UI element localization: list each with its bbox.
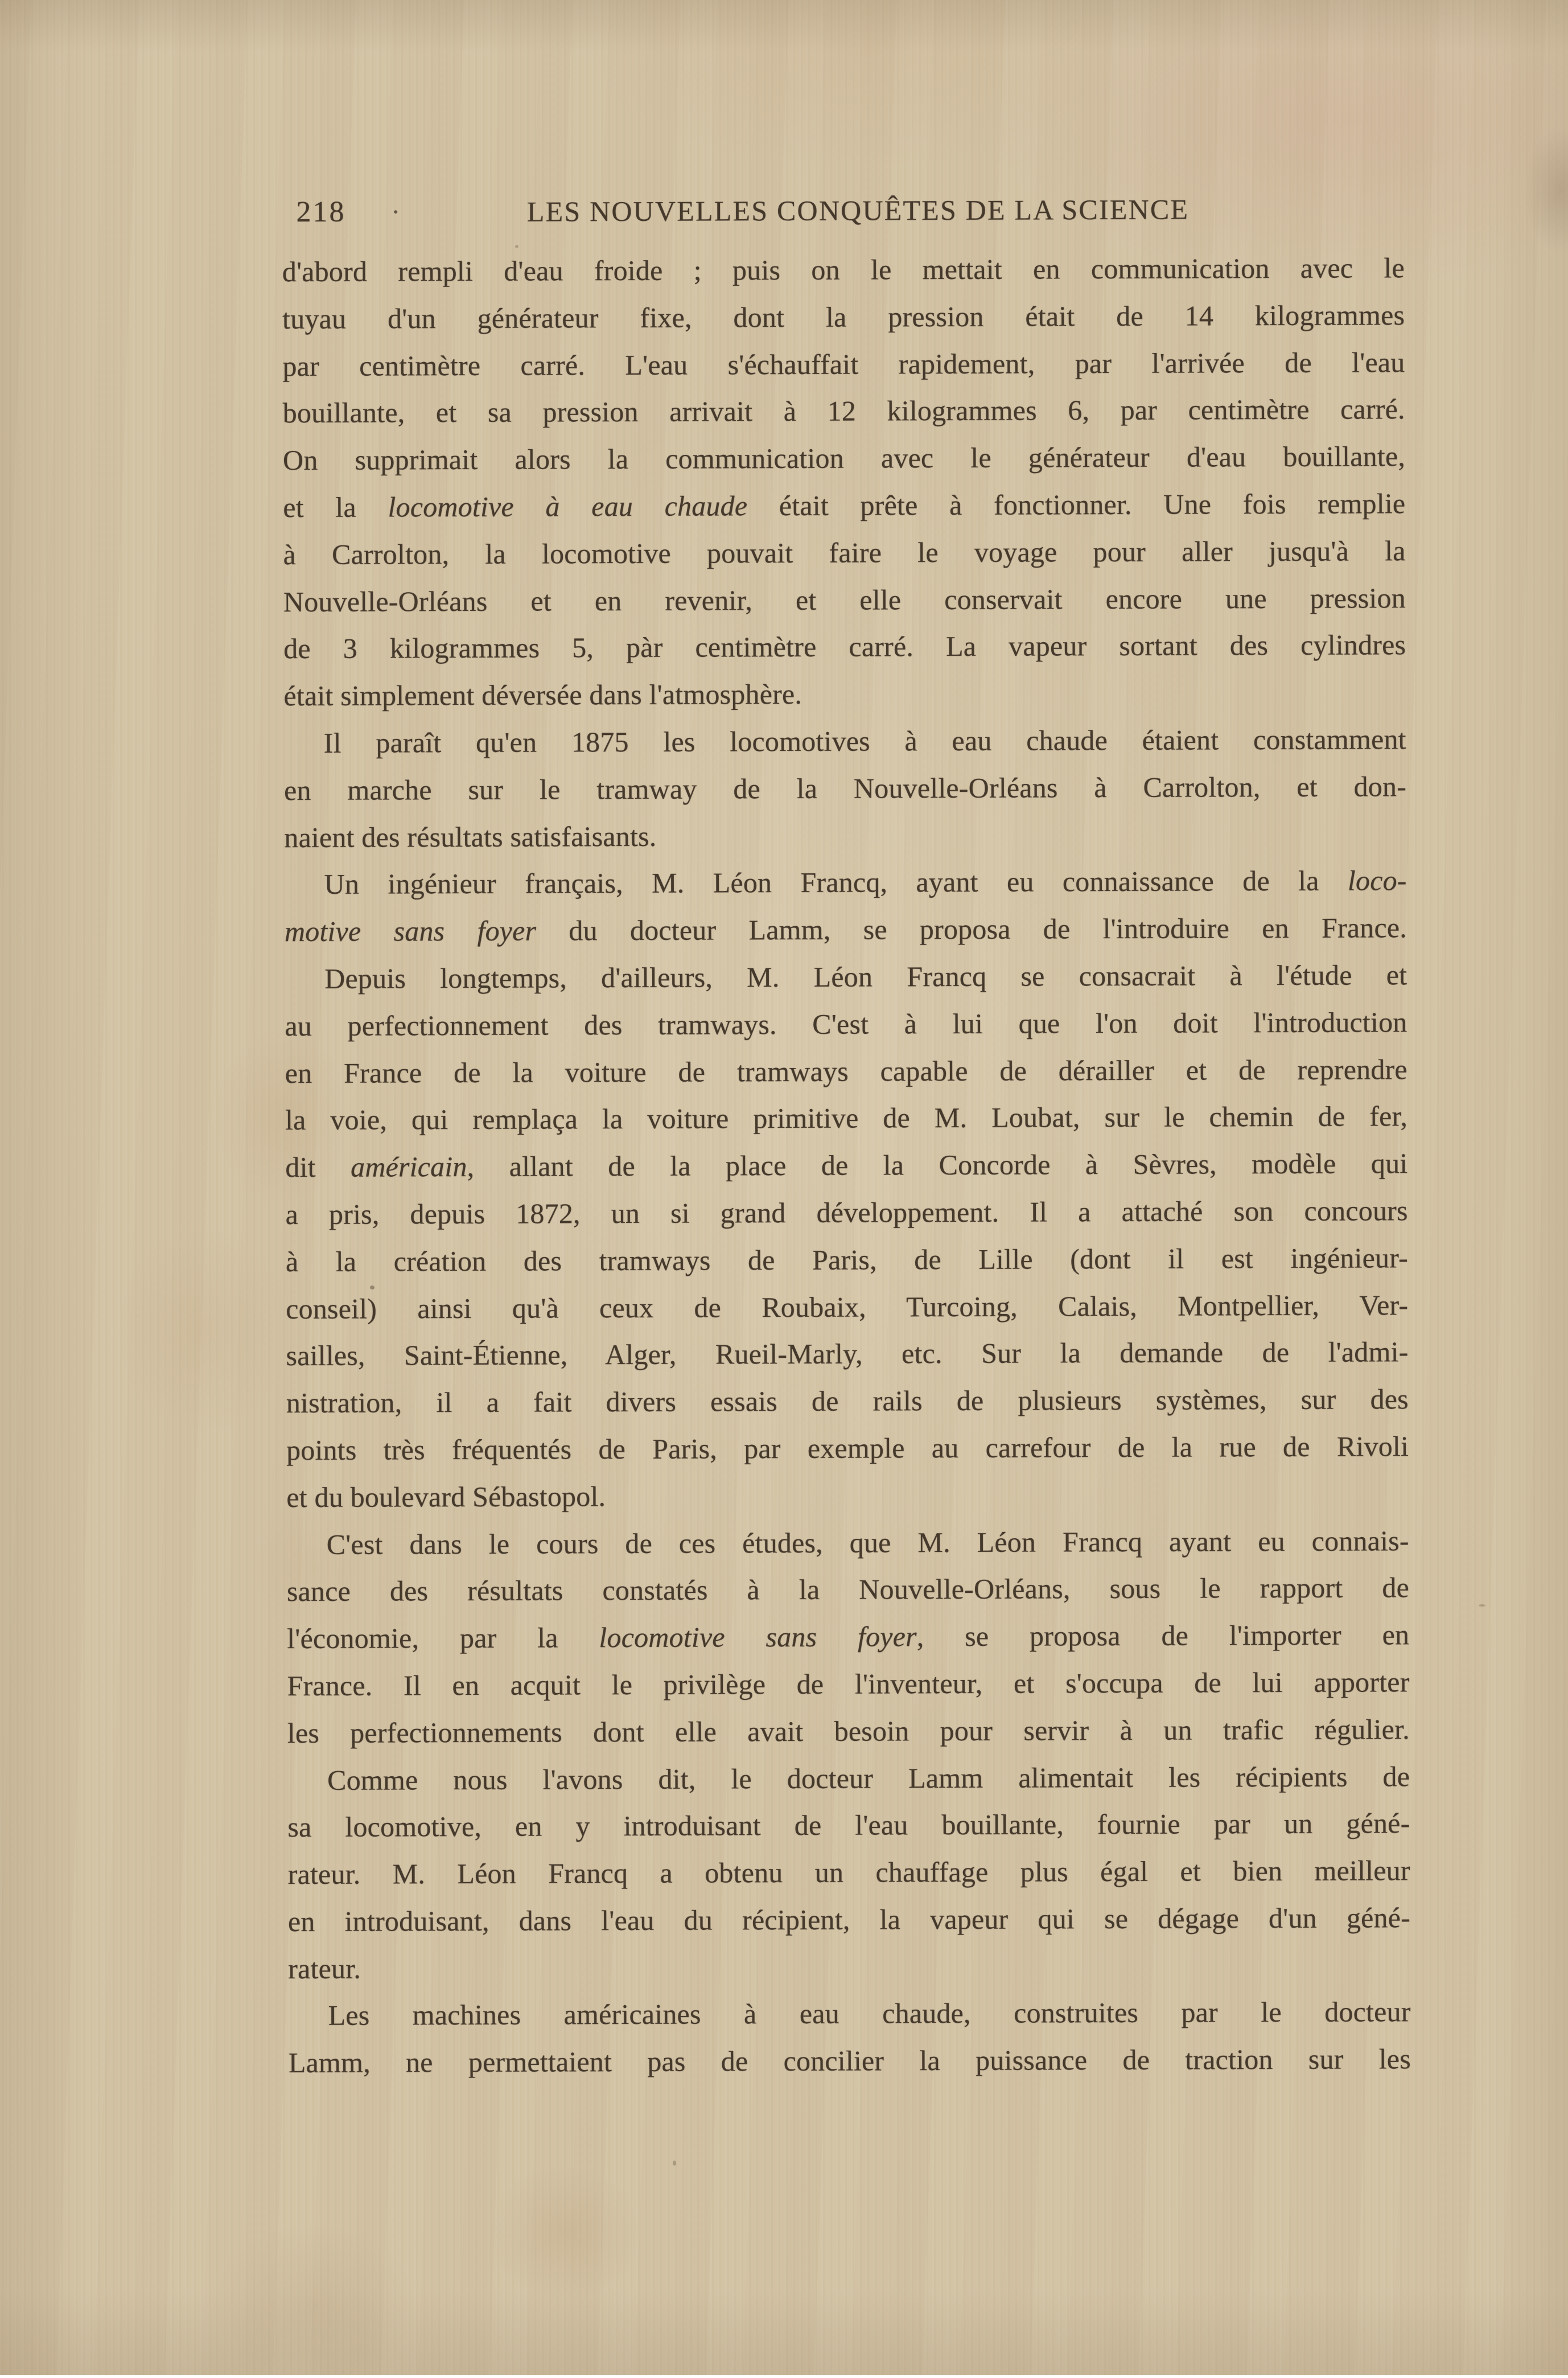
page-header [282, 191, 1404, 231]
text-line: tuyau d'un générateur fixe, dont la pression était de 14 kilogrammes [282, 298, 1405, 335]
text-line: Un ingénieur français, M. Léon Francq, ayant eu connaissance de la loco- [324, 864, 1407, 901]
text-line: Il paraît qu'en 1875 les locomotives à eau chaude étaient constamment [323, 723, 1406, 759]
text-line: a pris, depuis 1872, un si grand développement. Il a attaché son concours [285, 1194, 1408, 1230]
page-body [282, 244, 1411, 2087]
text-line: C'est dans le cours de ces études, que M. Léon Francq ayant eu connais- [326, 1524, 1409, 1560]
text-line: et du boulevard Sébastopol. [286, 1480, 606, 1513]
text-line: Comme nous l'avons dit, le docteur Lamm alimentait les récipients de [327, 1760, 1410, 1796]
text-line: l'économie, par la locomotive sans foyer, se proposa de l'importer en [287, 1619, 1410, 1655]
text-line: au perfectionnement des tramways. C'est à lui que l'on doit l'introduction [285, 1005, 1408, 1042]
text-line: en marche sur le tramway de la Nouvelle-Orléans à Carrolton, et don- [283, 770, 1407, 806]
body-lines [282, 244, 1411, 2087]
text-line: nistration, il a fait divers essais de rails de plusieurs systèmes, sur des [286, 1383, 1409, 1419]
text-line: conseil) ainsi qu'à ceux de Roubaix, Turcoing, Calais, Montpellier, Ver- [286, 1288, 1409, 1325]
text-line: les perfectionnements dont elle avait besoin pour servir à un trafic régulier. [287, 1712, 1410, 1749]
text-line: en introduisant, dans l'eau du récipient, la vapeur qui se dégage d'un géné- [287, 1901, 1411, 1937]
ink-speck [370, 1285, 374, 1289]
text-line: On supprimait alors la communication avec le générateur d'eau bouillante, [282, 440, 1406, 477]
text-line: sa locomotive, en y introduisant de l'eau bouillante, fournie par un géné- [287, 1807, 1410, 1843]
text-line: la voie, qui remplaça la voiture primitive de M. Loubat, sur le chemin de fer, [285, 1100, 1408, 1136]
text-line: en France de la voiture de tramways capable de dérailler et de reprendre [285, 1053, 1408, 1089]
running-title: LES NOUVELLES CONQUÊTES DE LA SCIENCE [526, 193, 1190, 228]
text-line: points très fréquentés de Paris, par exemple au carrefour de la rue de Rivoli [286, 1430, 1409, 1466]
text-line: Les machines américaines à eau chaude, construites par le docteur [328, 1995, 1411, 2032]
ink-speck [515, 245, 518, 248]
text-line: sailles, Saint-Étienne, Alger, Rueil-Marly, etc. Sur la demande de l'admi- [286, 1336, 1409, 1372]
text-line: de 3 kilogrammes 5, pàr centimètre carré. La vapeur sortant des cylindres [283, 629, 1406, 665]
text-line: bouillante, et sa pression arrivait à 12 kilogrammes 6, par centimètre carré. [282, 393, 1405, 429]
text-line: était simplement déversée dans l'atmosphère. [283, 678, 802, 712]
ink-speck [673, 2161, 676, 2166]
text-line: Depuis longtemps, d'ailleurs, M. Léon Francq se consacrait à l'étude et [324, 959, 1408, 995]
text-line: Lamm, ne permettaient pas de concilier la puissance de traction sur les [288, 2043, 1411, 2079]
ink-speck [1479, 1604, 1485, 1607]
text-line: Nouvelle-Orléans et en revenir, et elle conservait encore une pression [283, 581, 1406, 618]
text-line: d'abord rempli d'eau froide ; puis on le mettait en communication avec le [282, 252, 1405, 288]
text-line: France. Il en acquit le privilège de l'inventeur, et s'occupa de lui apporter [287, 1666, 1410, 1702]
text-line: dit américain, allant de la place de la Concorde à Sèvres, modèle qui [285, 1147, 1408, 1184]
text-line: à Carrolton, la locomotive pouvait faire le voyage pour aller jusqu'à la [283, 534, 1406, 570]
text-line: et la locomotive à eau chaude était prête à fonctionner. Une fois remplie [283, 487, 1406, 524]
text-line: rateur. [288, 1952, 361, 1985]
text-line: sance des résultats constatés à la Nouvelle-Orléans, sous le rapport de [286, 1571, 1410, 1608]
text-line: naient des résultats satisfaisants. [284, 820, 657, 853]
text-line: rateur. M. Léon Francq a obtenu un chauffage plus égal et bien meilleur [287, 1854, 1410, 1891]
text-line: par centimètre carré. L'eau s'échauffait rapidement, par l'arrivée de l'eau [282, 346, 1405, 382]
text-line: motive sans foyer du docteur Lamm, se proposa de l'introduire en France. [284, 911, 1407, 948]
page-number: 218 [296, 195, 346, 228]
text-line: à la création des tramways de Paris, de Lille (dont il est ingénieur- [285, 1241, 1408, 1278]
header-separator-dot: · [391, 197, 400, 227]
